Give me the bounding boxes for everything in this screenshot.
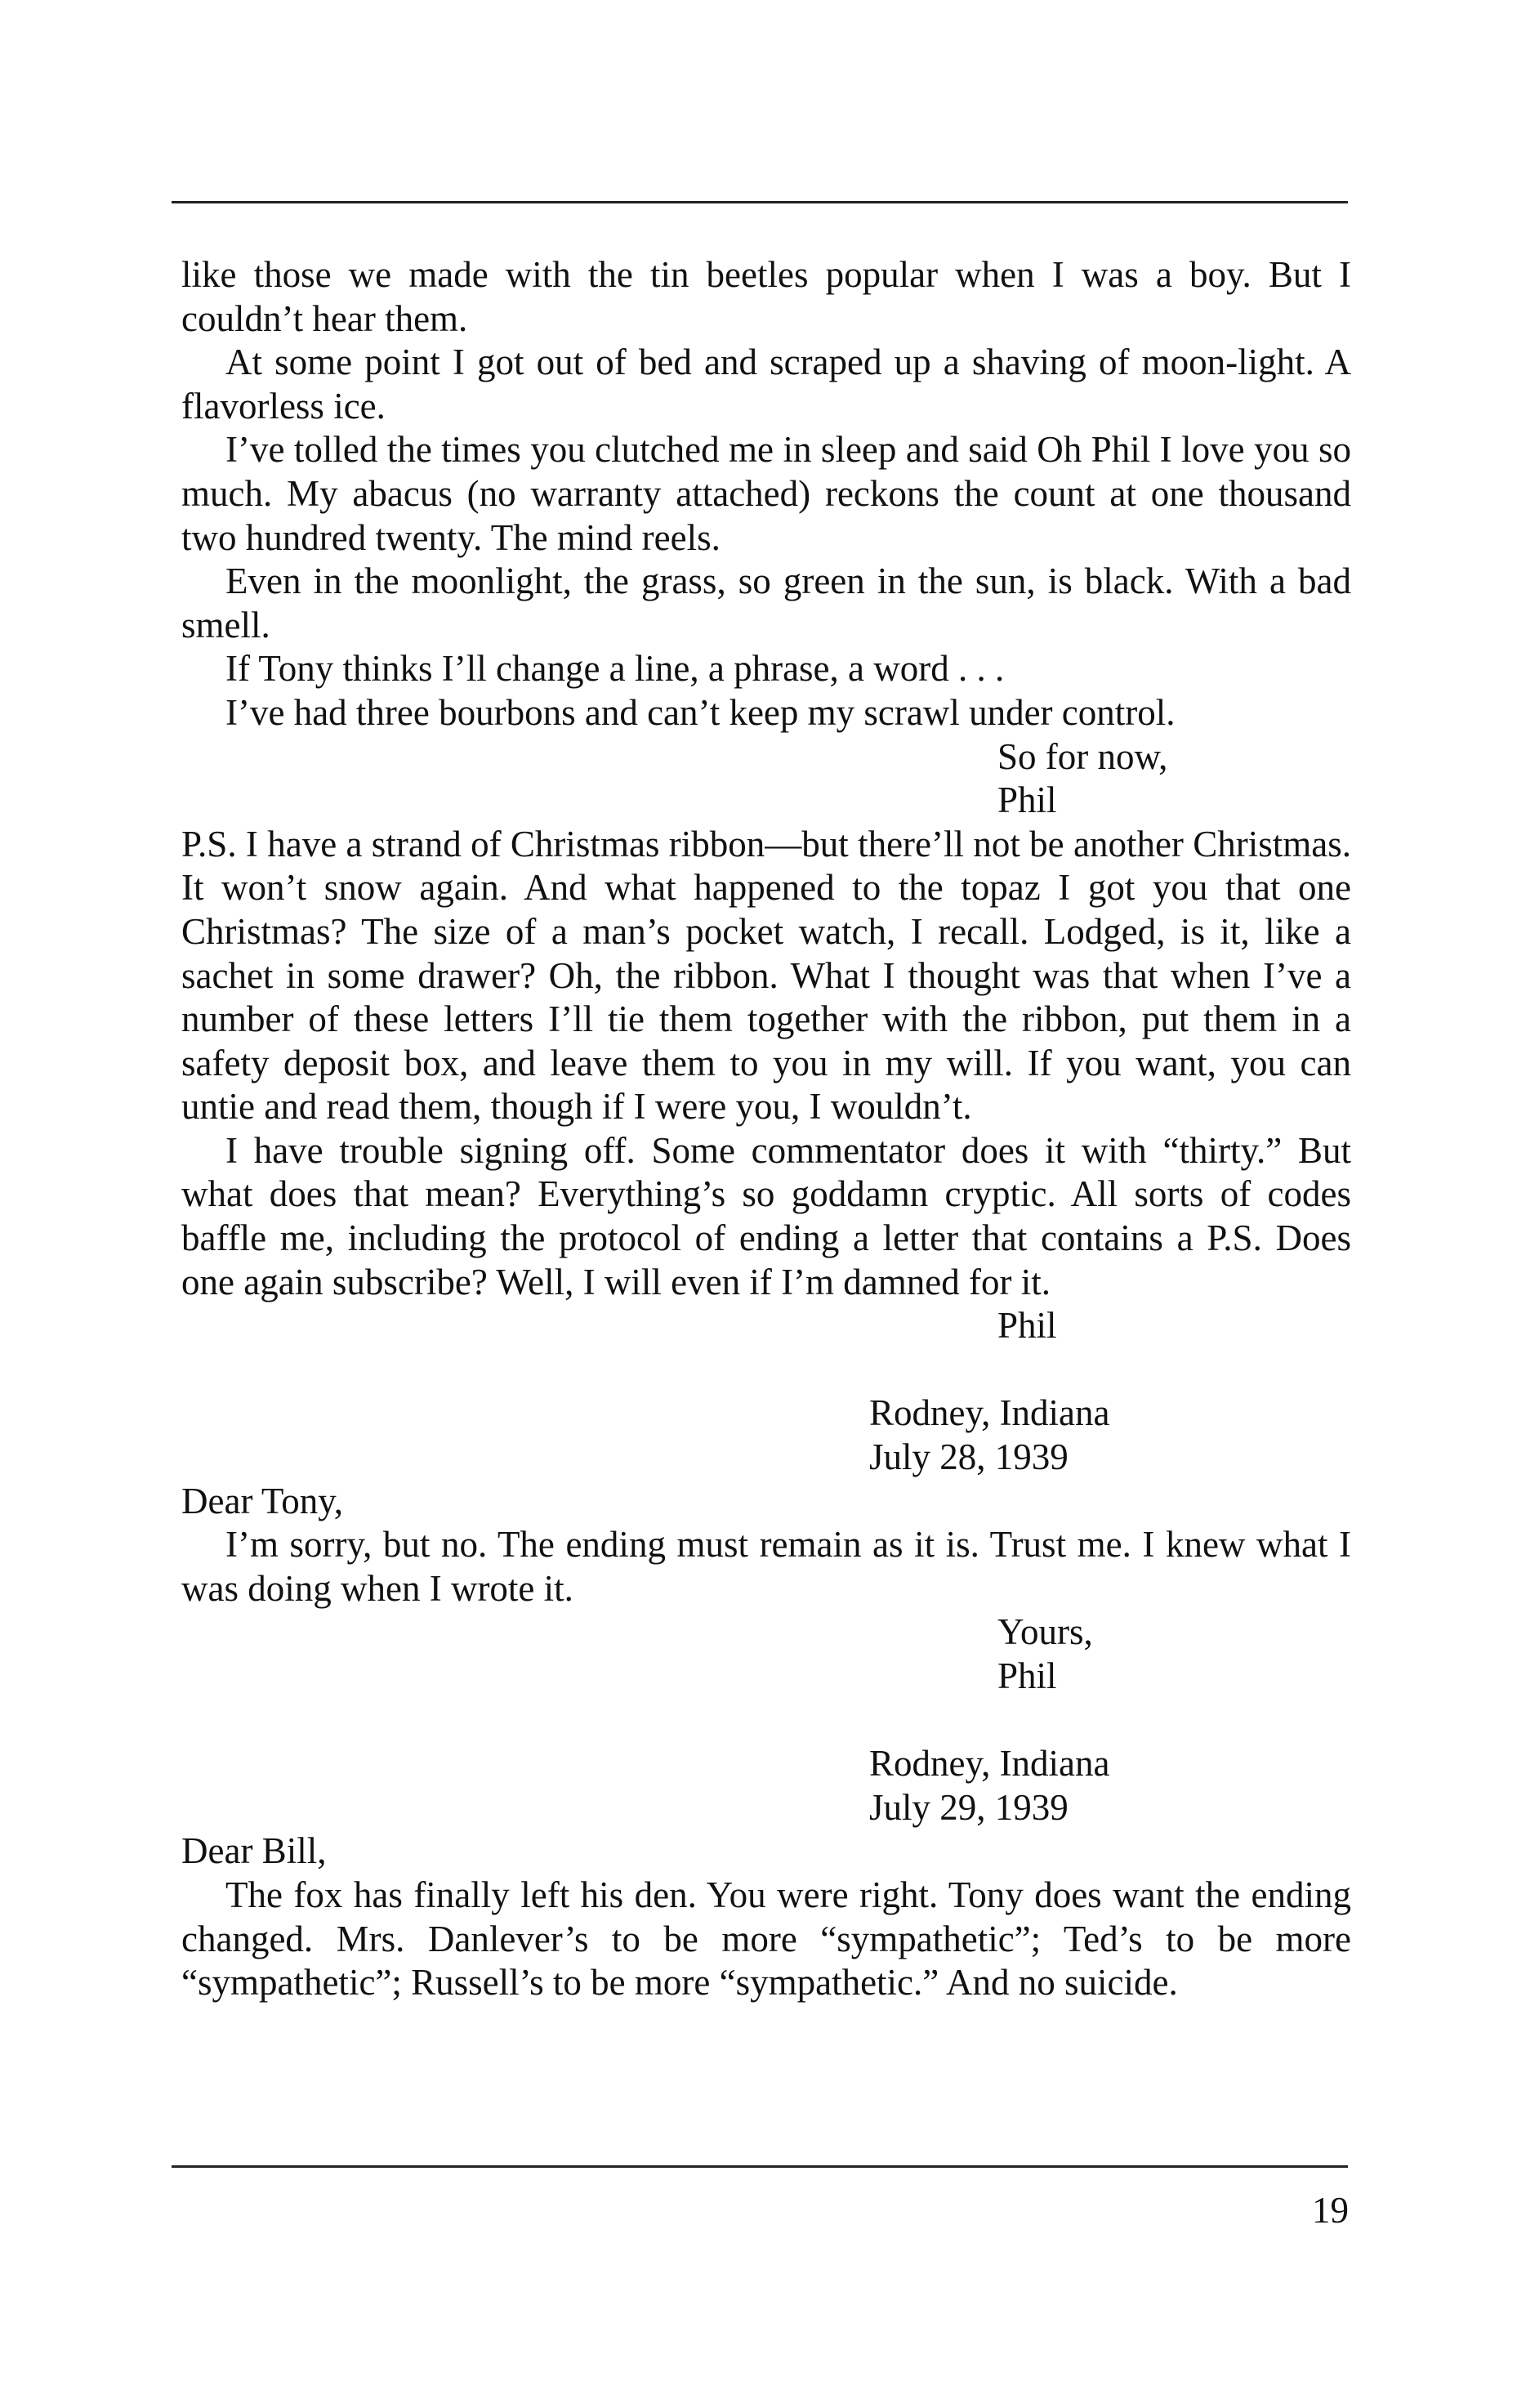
signature-line: Phil xyxy=(997,1655,1057,1696)
top-rule xyxy=(172,201,1348,203)
signature-line: Yours, xyxy=(997,1611,1093,1653)
spacer xyxy=(181,1348,1351,1392)
salutation: Dear Bill, xyxy=(181,1830,327,1872)
signature-line: Phil xyxy=(997,1305,1057,1347)
signature-line: So for now, xyxy=(997,735,1168,777)
paragraph: like those we made with the tin beetles popular when I was a boy. But I couldn’t hear them. xyxy=(181,254,1351,339)
letter-heading-line: July 29, 1939 xyxy=(869,1786,1069,1828)
page-number: 19 xyxy=(1312,2190,1349,2231)
signature-line: Phil xyxy=(997,780,1057,821)
text-body xyxy=(181,253,1351,2005)
spacer xyxy=(181,1699,1351,1743)
paragraph: I’m sorry, but no. The ending must remain as it is. Trust me. I knew what I was doing when I wrote it. xyxy=(181,1524,1351,1609)
letter-heading-line: July 28, 1939 xyxy=(869,1436,1069,1478)
letter-heading-line: Rodney, Indiana xyxy=(869,1743,1110,1785)
paragraph: I have trouble signing off. Some commentator does it with “thirty.” But what does that mean? Everything’s so goddamn cryptic. All sorts of codes baffle me, including the protocol of ending a letter that contains a P.S. Does one again subscribe? Well, I will even if I’m damned for it. xyxy=(181,1129,1351,1302)
salutation: Dear Tony, xyxy=(181,1480,344,1521)
paragraph: If Tony thinks I’ll change a line, a phrase, a word . . . xyxy=(225,648,1005,690)
paragraph: I’ve had three bourbons and can’t keep my scrawl under control. xyxy=(225,691,1176,733)
letter-heading-line: Rodney, Indiana xyxy=(869,1392,1110,1434)
paragraph: Even in the moonlight, the grass, so green in the sun, is black. With a bad smell. xyxy=(181,561,1351,646)
bottom-rule xyxy=(172,2165,1348,2168)
paragraph: The fox has finally left his den. You were right. Tony does want the ending changed. Mrs. Danlever’s to be more “sympathetic”; Ted’s to be more “sympathetic”; Russell’s to be more “sympathetic.” And no suicide. xyxy=(181,1874,1351,2004)
paragraph: I’ve tolled the times you clutched me in sleep and said Oh Phil I love you so much. My abacus (no warranty attached) reckons the count at one thousand two hundred twenty. The mind reels. xyxy=(181,429,1351,558)
paragraph: P.S. I have a strand of Christmas ribbon—but there’ll not be another Christmas. It won’t snow again. And what happened to the topaz I got you that one Christmas? The size of a man’s pocket watch, I recall. Lodged, is it, like a sachet in some drawer? Oh, the ribbon. What I thought was that when I’ve a number of these letters I’ll tie them together with the ribbon, put them in a safety deposit box, and leave them to you in my will. If you want, you can untie and read them, though if I were you, I wouldn’t. xyxy=(181,823,1351,1128)
paragraph: At some point I got out of bed and scraped up a shaving of moon-light. A flavorless ice. xyxy=(181,342,1351,427)
